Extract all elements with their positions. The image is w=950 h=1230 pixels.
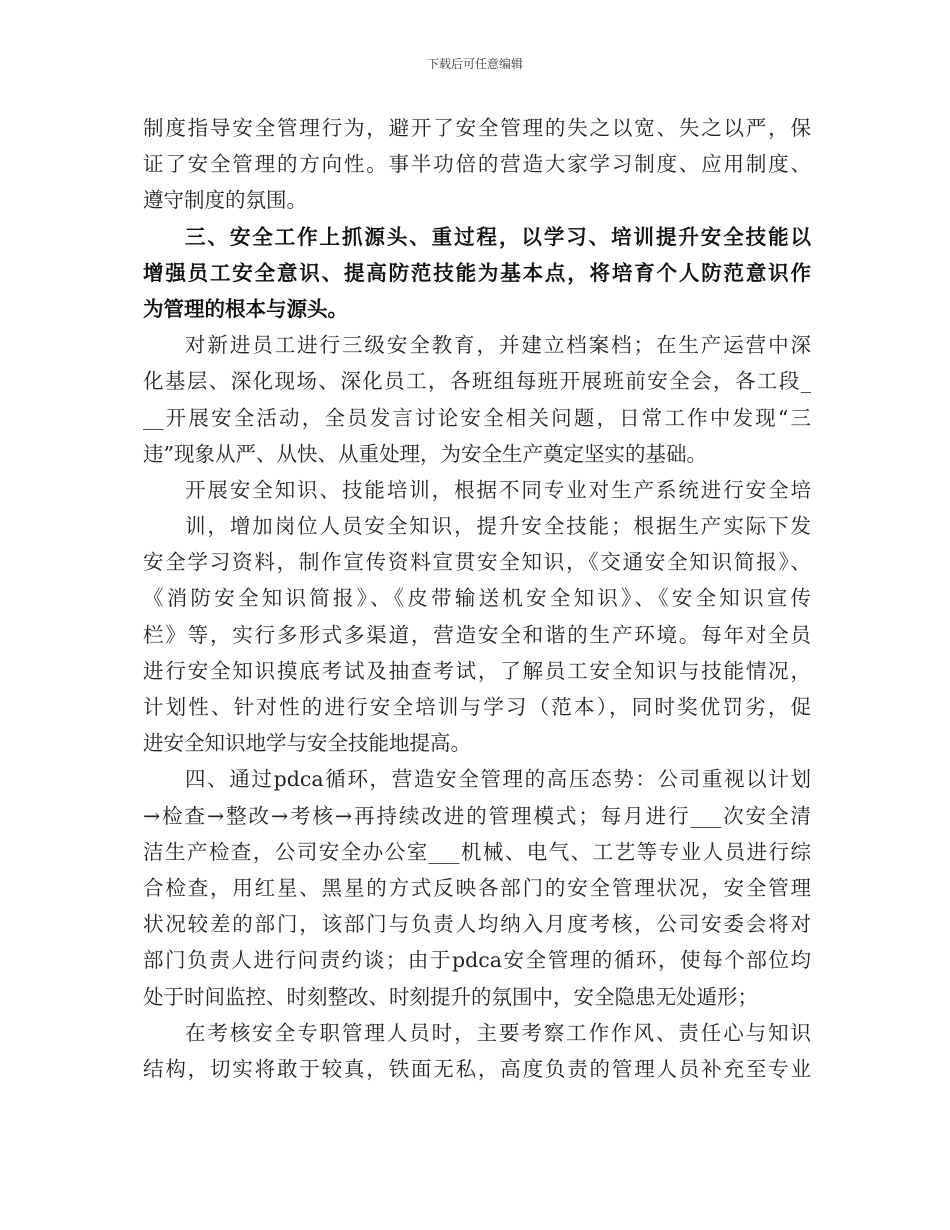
text-line: →检查→整改→考核→再持续改进的管理模式；每月进行___次安全清 (143, 803, 811, 828)
text-line: 合检查，用红星、黑星的方式反映各部门的安全管理状况，安全管理 (143, 875, 811, 900)
text-line: 三、安全工作上抓源头、重过程，以学习、培训提升安全技能以 (185, 224, 811, 249)
text-line: 进安全知识地学与安全技能地提高。 (143, 731, 471, 756)
text-line: 《消防安全知识简报》、《皮带输送机安全知识》、《安全知识宣传 (143, 586, 811, 611)
text-line: 为管理的根本与源头。 (143, 296, 348, 321)
text-line: 栏》等，实行多形式多渠道，营造安全和谐的生产环境。每年对全员 (143, 622, 811, 647)
document-body (143, 110, 811, 1087)
text-line: 增强员工安全意识、提高防范技能为基本点，将培育个人防范意识作 (143, 260, 811, 285)
text-line: __开展安全活动，全员发言讨论安全相关问题，日常工作中发现“三 (143, 405, 811, 430)
text-line: 部门负责人进行问责约谈；由于pdca安全管理的循环，使每个部位均 (143, 948, 811, 973)
text-line: 在考核安全专职管理人员时，主要考察工作作风、责任心与知识 (185, 1020, 811, 1045)
text-line: 开展安全知识、技能培训，根据不同专业对生产系统进行安全培 (185, 477, 811, 502)
text-line: 对新进员工进行三级安全教育，并建立档案档；在生产运营中深 (185, 333, 811, 358)
text-line: 结构，切实将敢于较真，铁面无私，高度负责的管理人员补充至专业 (143, 1056, 811, 1081)
text-line: 安全学习资料，制作宣传资料宣贯安全知识，《交通安全知识简报》、 (143, 550, 811, 575)
text-line: 进行安全知识摸底考试及抽查考试，了解员工安全知识与技能情况， (143, 658, 811, 683)
text-line: 制度指导安全管理行为，避开了安全管理的失之以宽、失之以严，保 (143, 116, 811, 140)
text-line: 化基层、深化现场、深化员工，各班组每班开展班前安全会，各工段_ (143, 369, 811, 394)
page-header: 下载后可任意编辑 (426, 57, 523, 71)
text-line: 四、通过pdca循环，营造安全管理的高压态势：公司重视以计划 (185, 767, 811, 792)
text-line: 状况较差的部门，该部门与负责人均纳入月度考核，公司安委会将对 (143, 912, 811, 937)
text-line: 证了安全管理的方向性。事半功倍的营造大家学习制度、应用制度、 (143, 152, 811, 177)
text-line: 洁生产检查，公司安全办公室___机械、电气、工艺等专业人员进行综 (143, 839, 811, 864)
text-line: 违”现象从严、从快、从重处理，为安全生产奠定坚实的基础。 (143, 441, 707, 466)
text-line: 遵守制度的氛围。 (143, 188, 307, 213)
text-line: 计划性、针对性的进行安全培训与学习（范本），同时奖优罚劣，促 (143, 695, 811, 719)
text-line: 训，增加岗位人员安全知识，提升安全技能；根据生产实际下发 (185, 514, 811, 539)
text-line: 处于时间监控、时刻整改、时刻提升的氛围中，安全隐患无处遁形； (143, 984, 758, 1009)
